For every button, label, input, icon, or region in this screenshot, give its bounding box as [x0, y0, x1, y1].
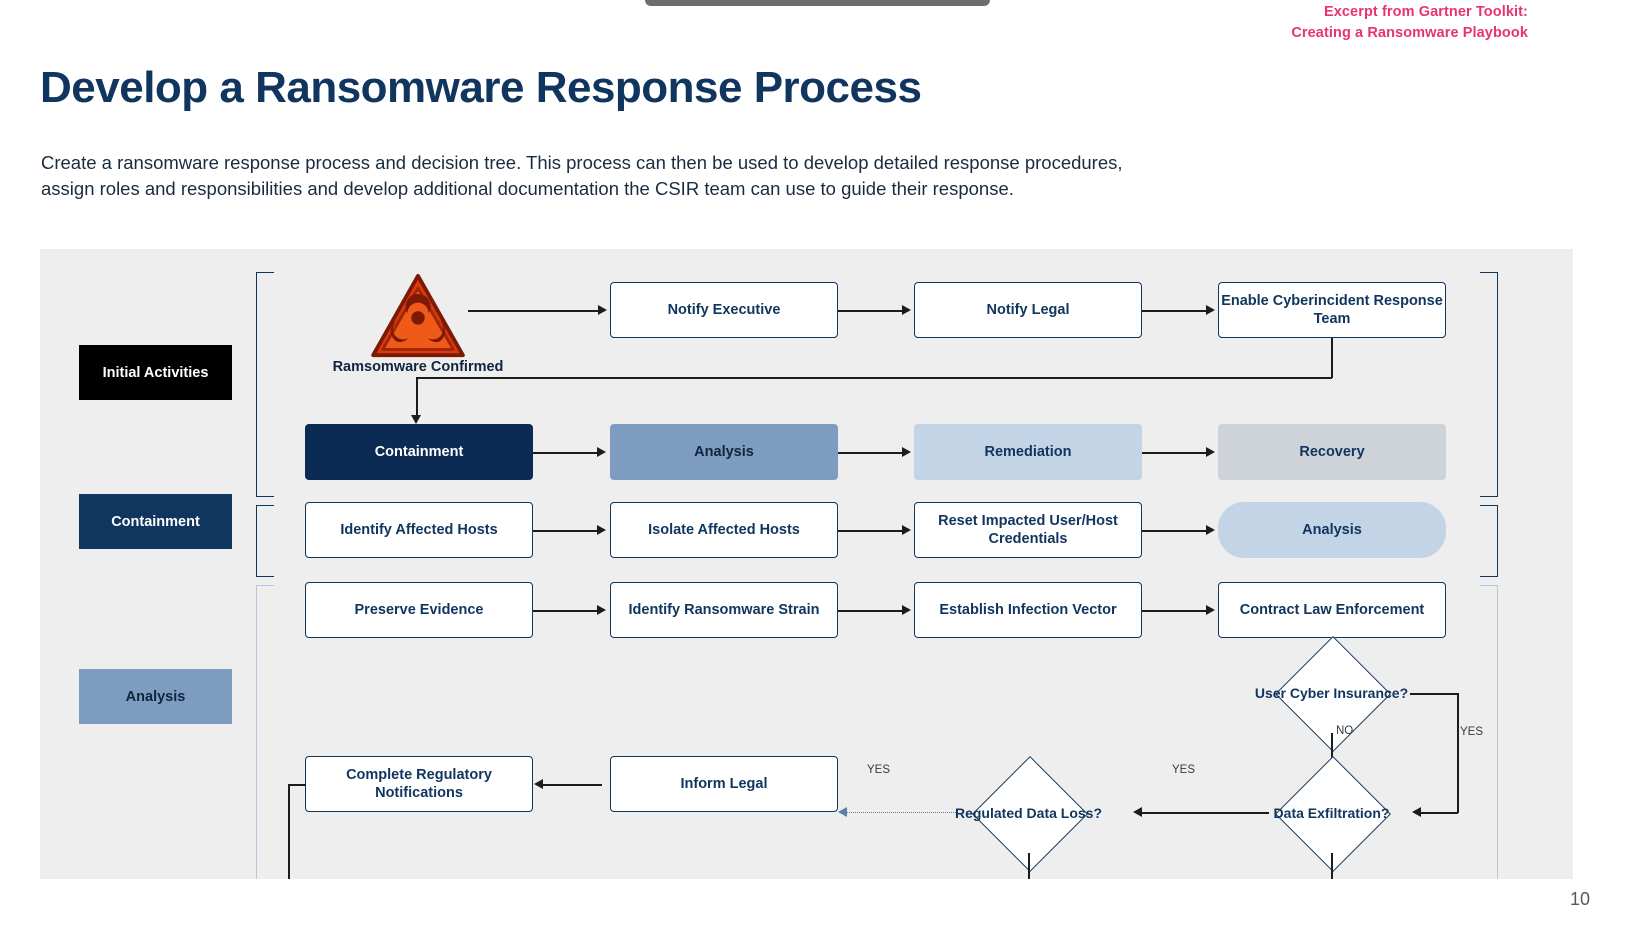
excerpt-line-2: Creating a Ransomware Playbook [1291, 25, 1528, 42]
node-contract-law-enforcement[interactable] [1218, 582, 1446, 638]
connector-insurance-yes-in [1420, 812, 1458, 814]
connector-analysis-to-remediation [838, 452, 902, 454]
node-phase-remediation[interactable] [914, 424, 1142, 480]
connector-inform-to-notifications [542, 784, 602, 786]
connector-a2-a3 [838, 610, 902, 612]
hazard-caption: Ramsomware Confirmed [332, 359, 504, 375]
node-isolate-affected-hosts[interactable] [610, 502, 838, 558]
bracket-containment-left [256, 505, 274, 577]
edge-label-insurance-no: NO [1336, 725, 1354, 737]
node-label: Isolate Affected Hosts [648, 521, 800, 538]
node-label: Contract Law Enforcement [1239, 601, 1425, 618]
node-containment-to-analysis-pill[interactable] [1218, 502, 1446, 558]
page-title: Develop a Ransomware Response Process [40, 63, 922, 112]
node-label: Preserve Evidence [354, 601, 484, 618]
node-label: Reset Impacted User/Host Credentials [938, 512, 1118, 547]
decision-label: Data Exfiltration? [1273, 804, 1390, 821]
connector-regulated-to-inform-legal [846, 812, 956, 813]
node-label: Inform Legal [680, 775, 768, 792]
connector-exfil-to-regulated [1141, 812, 1269, 814]
connector-regulated-down [1028, 853, 1030, 879]
node-label: Identify Affected Hosts [340, 521, 498, 538]
connector-containment-to-analysis [533, 452, 597, 454]
connector-exec-to-legal [838, 310, 902, 312]
arrowhead [902, 305, 911, 315]
arrowhead [597, 605, 606, 615]
node-label: Notify Legal [986, 301, 1070, 318]
arrowhead [597, 525, 606, 535]
decision-label: User Cyber Insurance? [1254, 684, 1409, 701]
lane-label-text: Containment [111, 513, 200, 530]
node-label: Recovery [1299, 443, 1365, 460]
node-label: Notify Executive [667, 301, 781, 318]
bracket-containment-right [1480, 505, 1498, 577]
connector-insurance-yes-down [1457, 693, 1459, 813]
node-phase-analysis[interactable] [610, 424, 838, 480]
decision-regulated-data-loss[interactable] [950, 773, 1107, 853]
arrowhead [1412, 807, 1421, 817]
connector-c2-c3 [838, 530, 902, 532]
node-notify-executive[interactable] [610, 282, 838, 338]
decision-user-cyber-insurance[interactable] [1253, 653, 1410, 733]
arrowhead [1206, 305, 1215, 315]
lane-label-initial-activities [79, 345, 232, 400]
biohazard-warning-icon [370, 273, 466, 359]
arrowhead [411, 415, 421, 424]
arrowhead [1206, 447, 1215, 457]
connector-legal-to-cirt [1142, 310, 1206, 312]
connector-hazard-to-notify-exec [468, 310, 600, 312]
node-enable-cyberincident-response-team[interactable] [1218, 282, 1446, 338]
edge-label-insurance-yes: YES [1460, 726, 1484, 738]
edge-label-exfiltration-yes: YES [1172, 764, 1196, 776]
connector-exfil-down [1331, 853, 1333, 879]
arrowhead [838, 807, 847, 817]
lane-label-text: Analysis [125, 688, 186, 705]
node-label: Complete Regulatory Notifications [346, 766, 492, 801]
connector-a1-a2 [533, 610, 597, 612]
decision-label: Regulated Data Loss? [954, 804, 1103, 821]
arrowhead [902, 525, 911, 535]
excerpt-note [1291, 2, 1528, 44]
node-phase-containment[interactable] [305, 424, 533, 480]
bracket-analysis-left [256, 585, 274, 879]
node-establish-infection-vector[interactable] [914, 582, 1142, 638]
connector-insurance-yes-right [1410, 693, 1458, 695]
node-reset-impacted-credentials[interactable] [914, 502, 1142, 558]
arrowhead [1206, 605, 1215, 615]
node-label: Analysis [694, 443, 754, 460]
node-notify-legal[interactable] [914, 282, 1142, 338]
node-label: Identify Ransomware Strain [628, 601, 820, 618]
lane-label-text: Initial Activities [102, 364, 209, 381]
page-description: Create a ransomware response process and decision tree. This process can then be used to develop detailed response procedures, assign roles and responsibilities and develop additional documentation the CSIR team can use to guide their response. [41, 152, 1123, 200]
connector-a3-a4 [1142, 610, 1206, 612]
lane-label-containment [79, 494, 232, 549]
arrowhead [902, 447, 911, 457]
node-label: Containment [374, 443, 464, 460]
arrowhead [598, 305, 607, 315]
arrowhead [597, 447, 606, 457]
node-phase-recovery[interactable] [1218, 424, 1446, 480]
excerpt-line-1: Excerpt from Gartner Toolkit: [1323, 4, 1528, 20]
node-identify-affected-hosts[interactable] [305, 502, 533, 558]
arrowhead [1133, 807, 1142, 817]
node-label: Establish Infection Vector [939, 601, 1117, 618]
connector-remediation-to-recovery [1142, 452, 1206, 454]
connector-notifications-left [288, 784, 306, 786]
decision-data-exfiltration[interactable] [1253, 773, 1410, 853]
arrowhead [1206, 525, 1215, 535]
node-label: Enable Cyberincident Response Team [1221, 292, 1443, 327]
connector-notifications-down [288, 784, 290, 879]
arrowhead [902, 605, 911, 615]
node-inform-legal[interactable] [610, 756, 838, 812]
connector-c1-c2 [533, 530, 597, 532]
node-label: Remediation [984, 443, 1072, 460]
node-preserve-evidence[interactable] [305, 582, 533, 638]
lane-label-analysis [79, 669, 232, 724]
node-identify-ransomware-strain[interactable] [610, 582, 838, 638]
node-complete-regulatory-notifications[interactable] [305, 756, 533, 812]
page-number: 10 [1569, 889, 1590, 909]
process-diagram-canvas [40, 249, 1573, 879]
connector-cirt-down [1331, 338, 1333, 378]
connector-down-to-containment [416, 377, 418, 419]
connector-cirt-back [416, 377, 1332, 379]
edge-label-regulated-yes: YES [867, 764, 891, 776]
node-label: Analysis [1302, 521, 1362, 538]
bracket-initial-right [1480, 272, 1498, 497]
arrowhead [534, 779, 543, 789]
window-tab-strip [645, 0, 990, 6]
bracket-initial-left [256, 272, 274, 497]
connector-c3-c4 [1142, 530, 1206, 532]
